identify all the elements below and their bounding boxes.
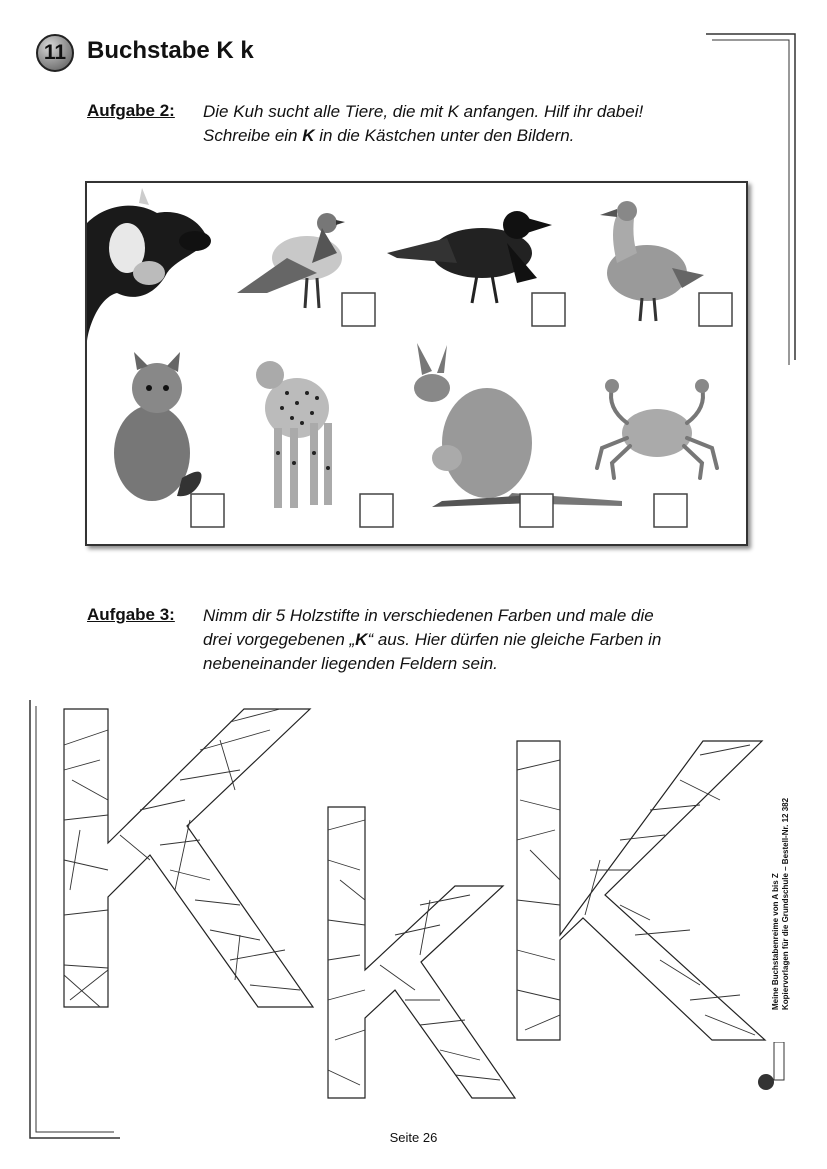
task2-label: Aufgabe 2: — [87, 101, 175, 120]
task2-bold-k: K — [302, 126, 315, 145]
page-number: Seite 26 — [389, 1130, 438, 1145]
letter-K-right[interactable] — [517, 741, 765, 1040]
section-number-badge: 11 — [36, 34, 74, 72]
publisher-logo — [756, 1042, 792, 1092]
mosaic-lines — [64, 709, 755, 1085]
publisher-side-text: Meine Buchstabenreime von A bis Z Kopiervorlagen für die Grundschule – Bestell-Nr. 12 382 — [771, 797, 790, 1010]
page-title: Buchstabe K k — [87, 37, 254, 64]
task2-line2: Schreibe ein K in die Kästchen unter den Bildern. — [203, 126, 575, 145]
task3-line3: nebeneinander liegenden Feldern sein. — [203, 654, 498, 673]
letter-k-middle[interactable] — [328, 807, 515, 1098]
task2-line1: Die Kuh sucht alle Tiere, die mit K anfangen. Hilf ihr dabei! — [203, 102, 644, 121]
letter-K-left[interactable] — [64, 709, 313, 1007]
task3-line1: Nimm dir 5 Holzstifte in verschiedenen Farben und male die — [203, 606, 654, 625]
task3-bold-k: K — [355, 630, 368, 649]
task3-label: Aufgabe 3: — [87, 605, 175, 624]
task3-line2: drei vorgegebenen „K“ aus. Hier dürfen nie gleiche Farben in — [203, 630, 662, 649]
